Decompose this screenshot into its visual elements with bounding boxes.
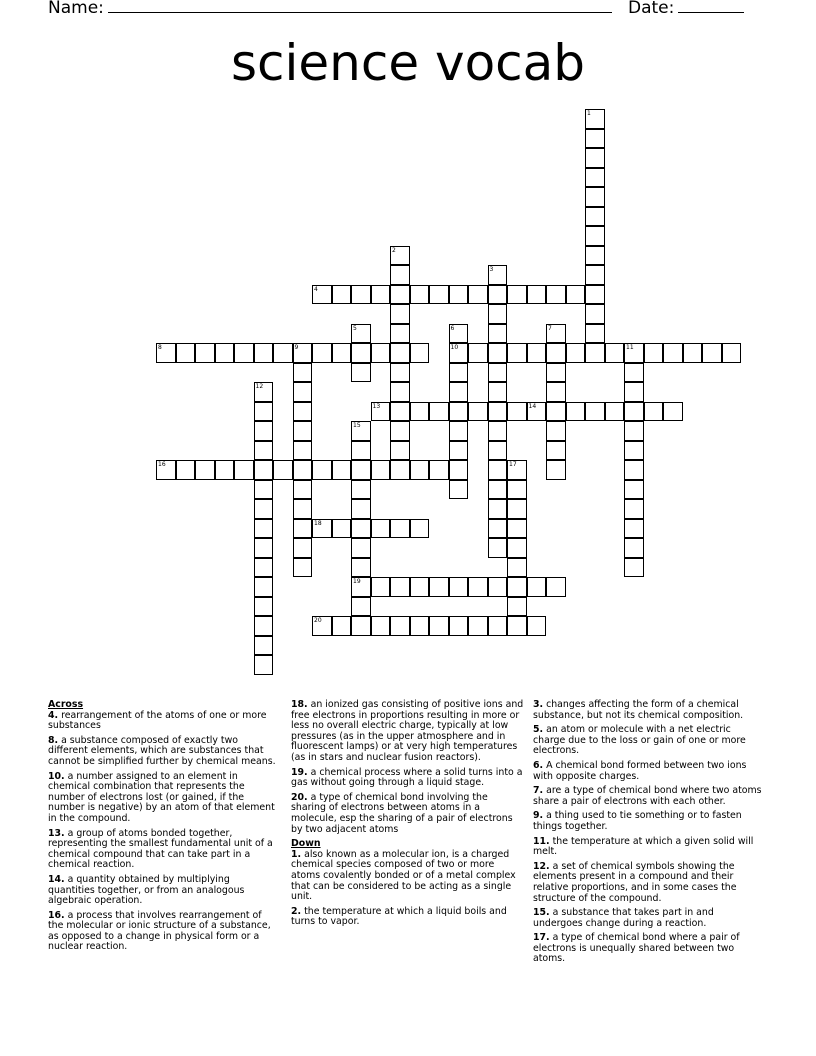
clue-number: 1 xyxy=(587,110,591,117)
crossword-cell[interactable] xyxy=(449,460,469,480)
crossword-cell[interactable] xyxy=(410,460,430,480)
crossword-cell[interactable] xyxy=(429,616,449,636)
crossword-cell[interactable] xyxy=(527,616,547,636)
crossword-cell[interactable] xyxy=(488,519,508,539)
crossword-cell[interactable] xyxy=(449,382,469,402)
crossword-cell[interactable] xyxy=(507,480,527,500)
crossword-cell[interactable] xyxy=(546,577,566,597)
crossword-cell[interactable] xyxy=(351,616,371,636)
crossword-cell[interactable] xyxy=(254,499,274,519)
crossword-cell[interactable] xyxy=(624,538,644,558)
crossword-cell[interactable] xyxy=(390,402,410,422)
crossword-cell[interactable] xyxy=(624,558,644,578)
clue-number: 19 xyxy=(353,578,361,585)
clue-item: 8. a substance composed of exactly two different elements, which are substances that cannot be simplified further by chemical means. xyxy=(48,734,276,767)
clue-number: 15 xyxy=(353,422,361,429)
crossword-cell[interactable] xyxy=(293,538,313,558)
crossword-cell[interactable] xyxy=(488,460,508,480)
crossword-cell[interactable] xyxy=(351,460,371,480)
clue-number-label: 9. xyxy=(533,810,544,822)
crossword-cell[interactable] xyxy=(390,324,410,344)
clue-number-label: 18. xyxy=(291,699,308,710)
crossword-cell[interactable] xyxy=(488,499,508,519)
crossword-cell[interactable] xyxy=(351,363,371,383)
clue-number: 8 xyxy=(158,344,162,351)
clue-number-label: 11. xyxy=(533,835,550,847)
clue-item: 10. a number assigned to an element in chemical combination that represents the number of electrons lost (or gained, if the number is negative) by an atom of that element in the compound. xyxy=(48,770,275,824)
crossword-cell[interactable] xyxy=(351,597,371,617)
crossword-cell[interactable] xyxy=(488,285,508,305)
crossword-cell[interactable] xyxy=(683,343,703,363)
crossword-cell[interactable] xyxy=(371,616,391,636)
down-heading: Down xyxy=(291,838,321,850)
crossword-cell[interactable] xyxy=(585,343,605,363)
crossword-cell[interactable] xyxy=(429,402,449,422)
clue-item: 12. a set of chemical symbols showing the elements present in a compound and their relative proportions, and in some cases the structure of the compound. xyxy=(533,860,737,904)
crossword-cell[interactable] xyxy=(566,285,586,305)
crossword-cell[interactable] xyxy=(449,421,469,441)
clue-number: 2 xyxy=(392,246,396,254)
crossword-cell[interactable] xyxy=(624,519,644,539)
crossword-cell[interactable] xyxy=(527,402,547,422)
crossword-cell[interactable] xyxy=(527,285,547,305)
crossword-cell[interactable] xyxy=(254,655,274,675)
name-label: Name: xyxy=(48,0,104,18)
across-heading: Across xyxy=(48,699,84,710)
crossword-cell[interactable] xyxy=(254,636,274,656)
crossword-cell[interactable] xyxy=(449,480,469,500)
crossword-cell[interactable] xyxy=(546,363,566,383)
crossword-cell[interactable] xyxy=(410,402,430,422)
crossword-cell[interactable] xyxy=(488,480,508,500)
clue-number: 17 xyxy=(509,461,517,468)
crossword-cell[interactable] xyxy=(449,343,469,363)
crossword-cell[interactable] xyxy=(488,304,508,324)
crossword-cell[interactable] xyxy=(488,402,508,422)
clue-number-label: 10. xyxy=(48,770,65,782)
crossword-cell[interactable] xyxy=(390,343,410,363)
crossword-cell[interactable] xyxy=(351,421,371,441)
crossword-cell[interactable] xyxy=(293,421,313,441)
crossword-cell[interactable] xyxy=(390,382,410,402)
crossword-cell[interactable] xyxy=(371,402,391,422)
clue-item: 11. the temperature at which a given solid will melt. xyxy=(533,835,754,858)
crossword-cell[interactable] xyxy=(351,558,371,578)
clue-number: 14 xyxy=(528,402,537,410)
clue-number: 13 xyxy=(372,402,381,410)
clue-item: 4. rearrangement of the atoms of one or more substances xyxy=(48,709,267,732)
crossword-cell[interactable] xyxy=(488,363,508,383)
clue-number-label: 20. xyxy=(291,791,308,803)
crossword-cell[interactable] xyxy=(293,402,313,422)
crossword-cell[interactable] xyxy=(410,577,430,597)
crossword-cell[interactable] xyxy=(546,382,566,402)
clues-column-2 xyxy=(291,700,525,932)
crossword-cell[interactable] xyxy=(488,382,508,402)
crossword-cell[interactable] xyxy=(273,343,293,363)
clue-item: 14. a quantity obtained by multiplying quantities together, or from an analogous algebraic operation. xyxy=(48,873,245,907)
crossword-cell[interactable] xyxy=(273,460,293,480)
crossword-cell[interactable] xyxy=(390,265,410,285)
crossword-cell[interactable] xyxy=(468,616,488,636)
crossword-cell[interactable] xyxy=(410,285,430,305)
crossword-cell[interactable] xyxy=(332,519,352,539)
crossword-cell[interactable] xyxy=(624,480,644,500)
crossword-cell[interactable] xyxy=(293,558,313,578)
clue-number-label: 6. xyxy=(533,759,544,771)
crossword-cell[interactable] xyxy=(195,343,215,363)
crossword-cell[interactable] xyxy=(585,324,605,344)
clue-number: 12 xyxy=(255,383,264,390)
crossword-cell[interactable] xyxy=(254,558,274,578)
crossword-cell[interactable] xyxy=(156,460,176,480)
crossword-cell[interactable] xyxy=(371,519,391,539)
clue-item: 17. a type of chemical bond where a pair of electrons is unequally shared between two atoms. xyxy=(533,932,740,965)
crossword-cell[interactable] xyxy=(156,343,176,363)
clue-number-label: 15. xyxy=(533,907,550,919)
crossword-cell[interactable] xyxy=(527,343,547,363)
crossword-cell[interactable] xyxy=(234,460,254,480)
crossword-cell[interactable] xyxy=(507,460,527,480)
crossword-cell[interactable] xyxy=(585,226,605,246)
clue-number: 18 xyxy=(314,519,322,527)
crossword-cell[interactable] xyxy=(254,577,274,597)
crossword-cell[interactable] xyxy=(215,460,235,480)
crossword-cell[interactable] xyxy=(449,616,469,636)
clue-number: 3 xyxy=(489,266,494,273)
crossword-cell[interactable] xyxy=(429,577,449,597)
crossword-cell[interactable] xyxy=(566,343,586,363)
crossword-cell[interactable] xyxy=(488,421,508,441)
clue-number: 9 xyxy=(294,344,299,351)
crossword-cell[interactable] xyxy=(293,343,313,363)
clue-number-label: 14. xyxy=(48,873,65,885)
clue-number: 6 xyxy=(450,324,455,332)
crossword-cell[interactable] xyxy=(390,363,410,383)
crossword-cell[interactable] xyxy=(624,382,644,402)
crossword-cell[interactable] xyxy=(585,207,605,227)
crossword-cell[interactable] xyxy=(293,382,313,402)
crossword-cell[interactable] xyxy=(312,343,332,363)
clue-number: 7 xyxy=(548,324,552,332)
crossword-cell[interactable] xyxy=(390,519,410,539)
crossword-cell[interactable] xyxy=(215,343,235,363)
crossword-cell[interactable] xyxy=(585,246,605,266)
crossword-cell[interactable] xyxy=(702,343,722,363)
crossword-cell[interactable] xyxy=(585,304,605,324)
crossword-cell[interactable] xyxy=(546,421,566,441)
crossword-cell[interactable] xyxy=(605,343,625,363)
clue-item: 18. an ionized gas consisting of positive ions and free electrons in proportions resulting in more or less no overall electric charge, typically at low pressures (as in the upper atmosphere and in fluorescent lamps) or at very high temperatures (as in stars and nuclear fusion reactors). xyxy=(291,699,524,763)
crossword-cell[interactable] xyxy=(410,343,430,363)
date-label: Date: xyxy=(628,0,675,18)
crossword-cell[interactable] xyxy=(195,460,215,480)
crossword-cell[interactable] xyxy=(351,577,371,597)
crossword-cell[interactable] xyxy=(371,343,391,363)
crossword-cell[interactable] xyxy=(332,285,352,305)
clue-item: 1. also known as a molecular ion, is a charged chemical species composed of two or more atoms covalently bonded or of a metal complex that can be considered to be acting as a single unit. xyxy=(291,848,516,903)
clue-number-label: 8. xyxy=(48,734,59,746)
crossword-cell[interactable] xyxy=(507,499,527,519)
crossword-cell[interactable] xyxy=(624,363,644,383)
crossword-cell[interactable] xyxy=(546,285,566,305)
crossword-cell[interactable] xyxy=(312,285,332,305)
crossword-cell[interactable] xyxy=(546,441,566,461)
crossword-cell[interactable] xyxy=(390,441,410,461)
crossword-cell[interactable] xyxy=(351,285,371,305)
crossword-cell[interactable] xyxy=(410,519,430,539)
crossword-cell[interactable] xyxy=(449,441,469,461)
crossword-cell[interactable] xyxy=(585,187,605,207)
crossword-cell[interactable] xyxy=(390,421,410,441)
clue-number-label: 17. xyxy=(533,932,550,944)
crossword-cell[interactable] xyxy=(351,519,371,539)
clue-number: 11 xyxy=(626,344,634,351)
clue-number: 10 xyxy=(450,344,459,351)
crossword-cell[interactable] xyxy=(546,324,566,344)
crossword-cell[interactable] xyxy=(254,519,274,539)
crossword-cell[interactable] xyxy=(351,343,371,363)
crossword-cell[interactable] xyxy=(371,577,391,597)
clue-number-label: 2. xyxy=(291,905,302,917)
crossword-cell[interactable] xyxy=(254,421,274,441)
crossword-cell[interactable] xyxy=(624,402,644,422)
crossword-cell[interactable] xyxy=(332,460,352,480)
crossword-cell[interactable] xyxy=(624,441,644,461)
crossword-cell[interactable] xyxy=(293,460,313,480)
crossword-cell[interactable] xyxy=(468,285,488,305)
clue-number-label: 12. xyxy=(533,860,550,872)
crossword-cell[interactable] xyxy=(312,519,332,539)
clue-item: 3. changes affecting the form of a chemical substance, but not its chemical composition. xyxy=(533,699,744,721)
crossword-cell[interactable] xyxy=(468,343,488,363)
clue-number: 5 xyxy=(353,324,357,332)
crossword-cell[interactable] xyxy=(449,577,469,597)
crossword-cell[interactable] xyxy=(585,129,605,149)
clue-item: 7. are a type of chemical bond where two atoms share a pair of electrons with each other. xyxy=(533,785,762,807)
page-title: science vocab xyxy=(230,34,586,92)
crossword-cell[interactable] xyxy=(390,246,410,266)
clue-number-label: 3. xyxy=(533,699,544,710)
clue-item: 5. an atom or molecule with a net electric charge due to the loss or gain of one or more electrons. xyxy=(533,724,746,757)
crossword-cell[interactable] xyxy=(234,343,254,363)
crossword-cell[interactable] xyxy=(254,441,274,461)
crossword-cell[interactable] xyxy=(312,616,332,636)
crossword-cell[interactable] xyxy=(624,460,644,480)
clue-number-label: 1. xyxy=(291,848,302,860)
crossword-cell[interactable] xyxy=(585,285,605,305)
crossword-cell[interactable] xyxy=(644,343,664,363)
crossword-cell[interactable] xyxy=(390,460,410,480)
crossword-cell[interactable] xyxy=(351,538,371,558)
crossword-cell[interactable] xyxy=(507,285,527,305)
crossword-cell[interactable] xyxy=(585,402,605,422)
crossword-cell[interactable] xyxy=(429,460,449,480)
crossword-cell[interactable] xyxy=(449,402,469,422)
clue-item: 16. a process that involves rearrangement of the molecular or ionic structure of a substance, as opposed to a change in physical form or a nuclear reaction. xyxy=(48,909,271,953)
crossword-cell[interactable] xyxy=(468,577,488,597)
clue-number: 16 xyxy=(158,461,166,468)
crossword-cell[interactable] xyxy=(410,616,430,636)
clue-item: 9. a thing used to tie something or to fasten things together. xyxy=(533,810,742,832)
crossword-cell[interactable] xyxy=(254,343,274,363)
crossword-cell[interactable] xyxy=(254,402,274,422)
crossword-cell[interactable] xyxy=(488,324,508,344)
crossword-cell[interactable] xyxy=(254,597,274,617)
clue-number-label: 5. xyxy=(533,724,544,736)
crossword-cell[interactable] xyxy=(507,538,527,558)
crossword-cell[interactable] xyxy=(585,168,605,188)
crossword-cell[interactable] xyxy=(527,577,547,597)
clue-number-label: 13. xyxy=(48,827,65,839)
crossword-cell[interactable] xyxy=(546,402,566,422)
crossword-cell[interactable] xyxy=(663,343,683,363)
crossword-cell[interactable] xyxy=(507,616,527,636)
crossword-cell[interactable] xyxy=(371,460,391,480)
crossword-cell[interactable] xyxy=(371,285,391,305)
crossword-cell[interactable] xyxy=(449,363,469,383)
crossword-cell[interactable] xyxy=(507,519,527,539)
crossword-cell[interactable] xyxy=(390,304,410,324)
crossword-cell[interactable] xyxy=(390,285,410,305)
crossword-cell[interactable] xyxy=(585,265,605,285)
crossword-cell[interactable] xyxy=(293,363,313,383)
clues-column-3 xyxy=(533,700,765,969)
crossword-cell[interactable] xyxy=(624,499,644,519)
clue-item: 6. A chemical bond formed between two ions with opposite charges. xyxy=(533,759,747,782)
clue-item: 2. the temperature at which a liquid boils and turns to vapor. xyxy=(291,905,507,928)
crossword-cell[interactable] xyxy=(449,285,469,305)
crossword-cell[interactable] xyxy=(585,148,605,168)
crossword-cell[interactable] xyxy=(488,577,508,597)
crossword-cell[interactable] xyxy=(507,577,527,597)
clue-item: 15. a substance that takes part in and undergoes change during a reaction. xyxy=(533,907,714,929)
crossword-cell[interactable] xyxy=(507,597,527,617)
crossword-cell[interactable] xyxy=(468,402,488,422)
crossword-cell[interactable] xyxy=(507,402,527,422)
crossword-cell[interactable] xyxy=(254,480,274,500)
crossword-cell[interactable] xyxy=(663,402,683,422)
crossword-cell[interactable] xyxy=(585,109,605,129)
crossword-cell[interactable] xyxy=(176,460,196,480)
crossword-cell[interactable] xyxy=(507,558,527,578)
crossword-cell[interactable] xyxy=(507,343,527,363)
crossword-cell[interactable] xyxy=(488,343,508,363)
crossword-cell[interactable] xyxy=(546,460,566,480)
crossword-cell[interactable] xyxy=(566,402,586,422)
crossword-cell[interactable] xyxy=(390,616,410,636)
crossword-cell[interactable] xyxy=(488,265,508,285)
clue-number-label: 7. xyxy=(533,785,544,797)
crossword-cell[interactable] xyxy=(351,441,371,461)
crossword-cell[interactable] xyxy=(176,343,196,363)
crossword-cell[interactable] xyxy=(332,343,352,363)
clue-item: 20. a type of chemical bond involving the sharing of electrons between atoms in a molecule, esp the sharing of a pair of electrons by two adjacent atoms xyxy=(291,791,513,835)
crossword-cell[interactable] xyxy=(293,499,313,519)
crossword-cell[interactable] xyxy=(605,402,625,422)
crossword-cell[interactable] xyxy=(254,538,274,558)
crossword-cell[interactable] xyxy=(351,324,371,344)
crossword-cell[interactable] xyxy=(624,343,644,363)
crossword-cell[interactable] xyxy=(449,324,469,344)
clue-item: 19. a chemical process where a solid turns into a gas without going through a liquid stage. xyxy=(291,766,523,789)
crossword-cell[interactable] xyxy=(429,285,449,305)
crossword-cell[interactable] xyxy=(624,421,644,441)
crossword-cell[interactable] xyxy=(546,343,566,363)
crossword-cell[interactable] xyxy=(351,480,371,500)
crossword-cell[interactable] xyxy=(293,480,313,500)
crossword-cell[interactable] xyxy=(488,538,508,558)
clues-column-1 xyxy=(48,700,276,957)
clue-number-label: 16. xyxy=(48,909,65,921)
crossword-cell[interactable] xyxy=(644,402,664,422)
crossword-cell[interactable] xyxy=(332,616,352,636)
crossword-cell[interactable] xyxy=(722,343,742,363)
crossword-cell[interactable] xyxy=(312,460,332,480)
clue-number: 4 xyxy=(314,285,318,293)
clue-number-label: 19. xyxy=(291,766,308,778)
crossword-cell[interactable] xyxy=(254,382,274,402)
clue-item: 13. a group of atoms bonded together, representing the smallest fundamental unit of a chemical compound that can take part in a chemical reaction. xyxy=(48,827,273,871)
crossword-cell[interactable] xyxy=(488,441,508,461)
crossword-cell[interactable] xyxy=(390,577,410,597)
crossword-cell[interactable] xyxy=(351,499,371,519)
clue-number: 20 xyxy=(314,617,322,624)
crossword-cell[interactable] xyxy=(293,519,313,539)
crossword-cell[interactable] xyxy=(293,441,313,461)
crossword-cell[interactable] xyxy=(488,616,508,636)
crossword-cell[interactable] xyxy=(254,616,274,636)
clue-number-label: 4. xyxy=(48,709,59,721)
crossword-cell[interactable] xyxy=(254,460,274,480)
